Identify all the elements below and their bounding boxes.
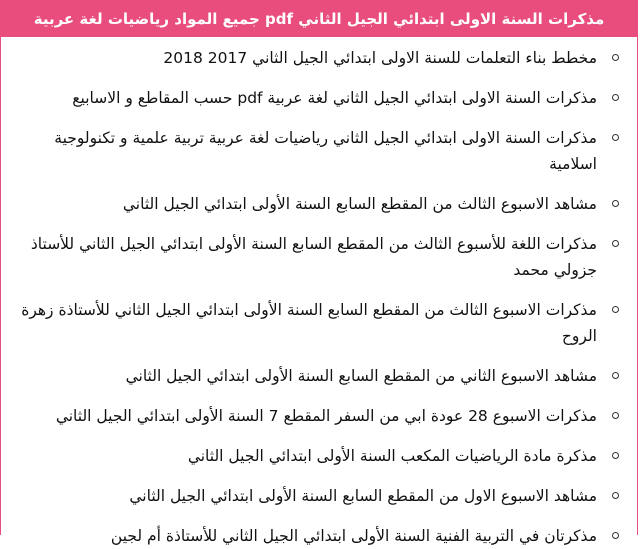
circle-bullet-icon [612,452,619,459]
post-link[interactable]: مذكرات الاسبوع 28 عودة ابي من السفر المقطع 7 السنة الأولى ابتدائي الجيل الثاني [55,407,597,425]
post-link[interactable]: مذكرة مادة الرياضيات المكعب السنة الأولى ابتدائي الجيل الثاني [187,447,597,465]
post-link[interactable]: مشاهد الاسبوع الثالث من المقطع السابع السنة الأولى ابتدائي الجيل الثاني [122,195,597,213]
circle-bullet-icon [612,134,619,141]
post-link[interactable]: مذكرات اللغة للأسبوع الثالث من المقطع السابع السنة الأولى ابتدائي الجيل الثاني للأستاذ جزولي محمد [30,235,597,279]
circle-bullet-icon [612,54,619,61]
post-link[interactable]: مذكرات السنة الاولى ابتدائي الجيل الثاني رياضيات لغة عربية تربية علمية و تكنولوجية اسلامية [54,129,597,173]
list-item [13,191,623,217]
circle-bullet-icon [612,492,619,499]
list-item [13,363,623,389]
list-item [13,297,623,349]
circle-bullet-icon [612,240,619,247]
circle-bullet-icon [612,94,619,101]
list-item [13,231,623,283]
circle-bullet-icon [612,412,619,419]
post-link[interactable]: مذكرات السنة الاولى ابتدائي الجيل الثاني لغة عربية pdf حسب المقاطع و الاسابيع [72,89,597,107]
circle-bullet-icon [612,372,619,379]
post-link[interactable]: مشاهد الاسبوع الاول من المقطع السابع السنة الأولى ابتدائي الجيل الثاني [129,487,597,505]
list-item [13,403,623,429]
post-link[interactable]: مخطط بناء التعلمات للسنة الاولى ابتدائي الجيل الثاني 2017 2018 [163,49,597,67]
list-item [13,443,623,469]
post-link[interactable]: مذكرتان في التربية الفنية السنة الأولى ابتدائي الجيل الثاني للأستاذة أم لجين [110,527,597,545]
list-item [13,125,623,177]
widget-title: مذكرات السنة الاولى ابتدائي الجيل الثاني pdf جميع المواد رياضيات لغة عربية [1,1,637,37]
list-item [13,45,623,71]
list-item [13,483,623,509]
post-list [1,37,637,549]
list-item [13,523,623,549]
post-link[interactable]: مشاهد الاسبوع الثاني من المقطع السابع السنة الأولى ابتدائي الجيل الثاني [125,367,597,385]
circle-bullet-icon [612,200,619,207]
circle-bullet-icon [612,306,619,313]
post-link[interactable]: مذكرات الاسبوع الثالث من المقطع السابع السنة الأولى ابتدائي الجيل الثاني للأستاذة زهرة الروح [21,301,597,345]
circle-bullet-icon [612,532,619,539]
list-item [13,85,623,111]
